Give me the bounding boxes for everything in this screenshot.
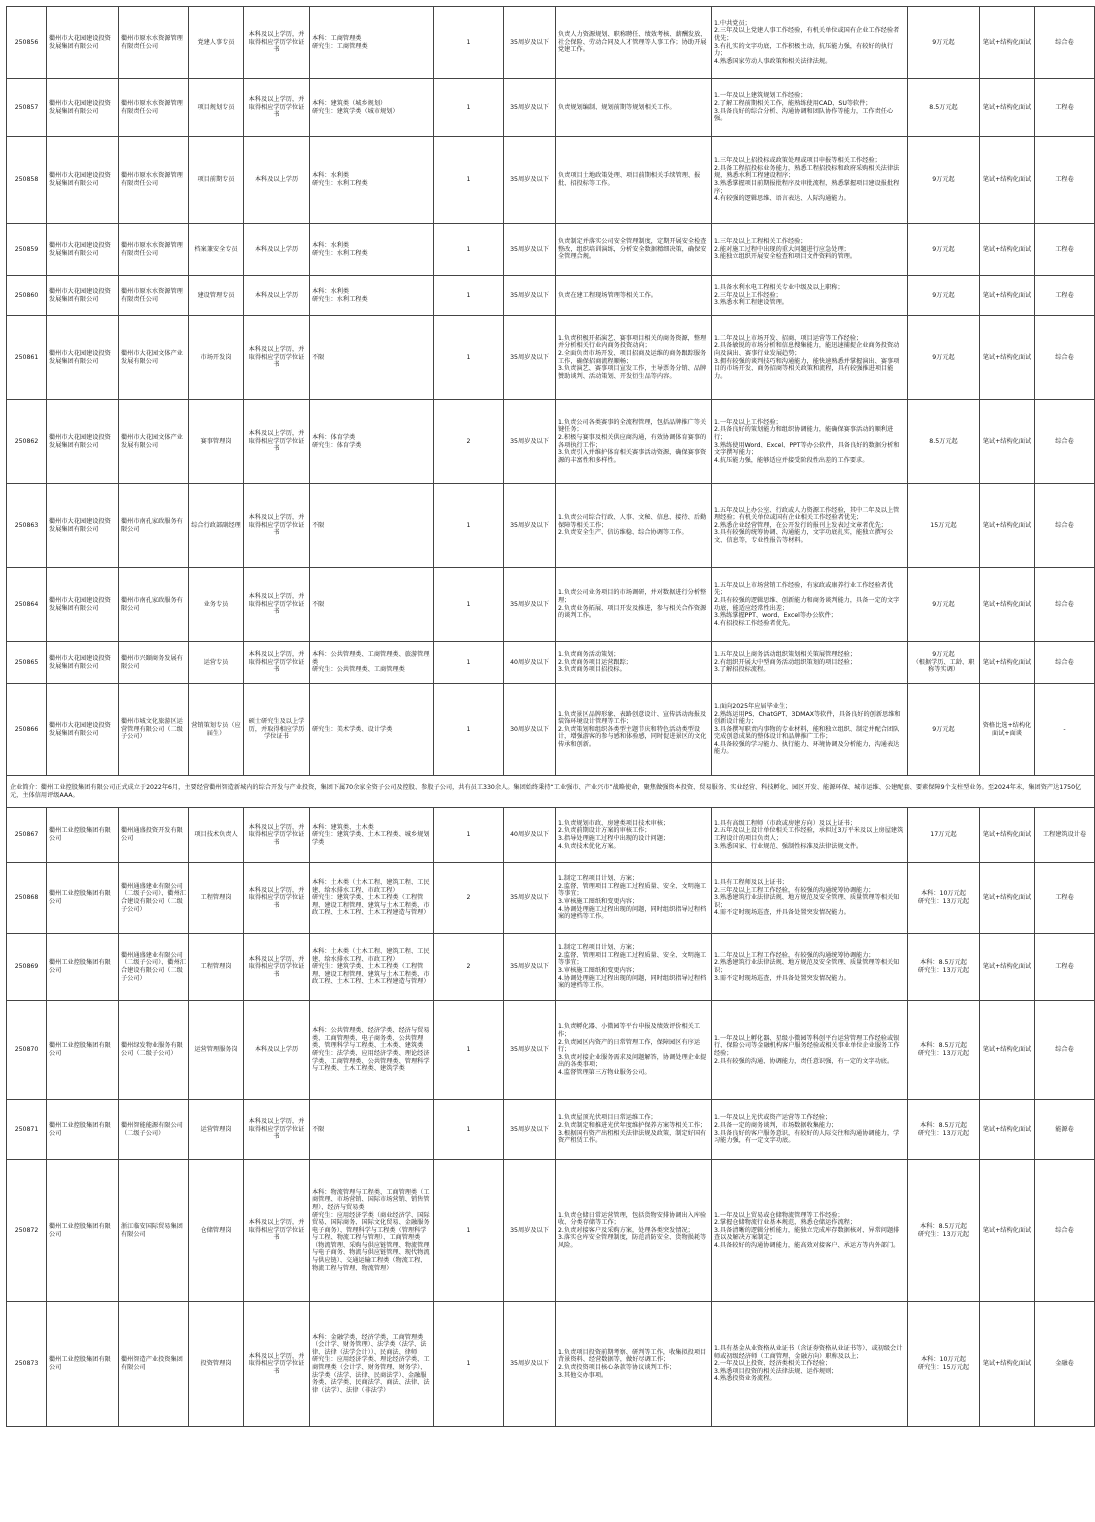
row-major: 本科：水利类 研究生：水利工程类 (310, 276, 434, 316)
row-position: 运营管理服务岗 (189, 1001, 244, 1100)
row-exam: - (1035, 684, 1095, 776)
row-method: 笔试+结构化面试 (980, 224, 1035, 276)
row-group: 衢州工业控股集团有限公司 (47, 1160, 119, 1302)
row-education: 本科及以上学历 (244, 1001, 310, 1100)
row-group: 衢州市大花园建设投资发展集团有限公司 (47, 684, 119, 776)
row-duties: 1.负责仓储日常运营管理，包括货物安排协调出入库验收、分类存储等工作； 2.负责对接客户及采购方案，处理各类突发情况； 3.落实仓库安全管理制度，防范消防安全、货物损耗等风险。 (556, 1160, 712, 1302)
row-unit: 衢州市原水水资源管理有限责任公司 (119, 224, 189, 276)
row-method: 笔试+结构化面试 (980, 1160, 1035, 1302)
row-unit: 衢州智能能源有限公司（二级子公司） (119, 1100, 189, 1160)
row-exam: 综合卷 (1035, 7, 1095, 79)
row-count: 1 (434, 484, 504, 568)
row-education: 硕士研究生及以上学历，并取得相应学历学位证书 (244, 684, 310, 776)
table-body (7, 7, 1095, 1427)
row-group: 衢州工业控股集团有限公司 (47, 1001, 119, 1100)
row-method: 笔试+结构化面试 (980, 316, 1035, 400)
row-duties: 1.负责积极开拓演艺、赛事项目相关的商务资源，整理并分析相关行业内商务投资动向； 2.全面负责市场开发、项目招商及运维的商务跟踪服务工作，确保招商流程顺畅； 3.负责演艺、赛事项目宣发工作，主导票务分销、品牌赞助谈判、活动策划、开发衍生品等内容。 (556, 316, 712, 400)
row-count: 1 (434, 1001, 504, 1100)
row-duties: 负责规划编制、规划前期等规划相关工作。 (556, 79, 712, 137)
row-code: 250870 (7, 1001, 47, 1100)
row-requirements: 1.一年及以上工作经验； 2.具备良好的策划能力和组织协调能力，能确保赛事活动的顺利进行； 3.熟练使用Word、Excel、PPT等办公软件，具备良好的数据分析和文字撰写能力； 4.抗压能力强，能够适应并接受阶段性出差的工作要求。 (712, 400, 908, 484)
row-age: 35周岁及以下 (504, 568, 556, 642)
row-method: 笔试+结构化面试 (980, 863, 1035, 934)
row-salary: 9万元起 (908, 276, 980, 316)
row-code: 250857 (7, 79, 47, 137)
row-count: 2 (434, 400, 504, 484)
table-row (7, 224, 1095, 276)
row-code: 250859 (7, 224, 47, 276)
row-age: 35周岁及以下 (504, 7, 556, 79)
row-major: 不限 (310, 1100, 434, 1160)
row-education: 本科及以上学历，并取得相应学历学位证书 (244, 934, 310, 1001)
row-code: 250864 (7, 568, 47, 642)
row-education: 本科及以上学历，并取得相应学历学位证书 (244, 642, 310, 684)
row-exam: 工程建筑设计卷 (1035, 808, 1095, 863)
table-row (7, 137, 1095, 224)
row-count: 1 (434, 808, 504, 863)
row-method: 笔试+结构化面试 (980, 484, 1035, 568)
table-row (7, 1160, 1095, 1302)
row-salary: 9万元起 (908, 224, 980, 276)
row-code: 250866 (7, 684, 47, 776)
row-salary: 9万元起 (908, 7, 980, 79)
row-salary: 9万元起 （根据学历、工龄、职称等实调） (908, 642, 980, 684)
row-code: 250862 (7, 400, 47, 484)
row-position: 运营专员 (189, 642, 244, 684)
row-method: 资格比选+结构化面试+面谈 (980, 684, 1035, 776)
row-position: 建设管理专员 (189, 276, 244, 316)
row-method: 笔试+结构化面试 (980, 276, 1035, 316)
table-row (7, 863, 1095, 934)
row-duties: 1.负责公司业务项目的市场调研，并对数据进行分析整理； 2.负责业务拓展、项目开发及推进，参与相关合作资源的谈判工作。 (556, 568, 712, 642)
row-position: 仓储管理岗 (189, 1160, 244, 1302)
row-salary: 9万元起 (908, 568, 980, 642)
row-major: 本科：物流管理与工程类、工商管理类（工商管理、市场营销、国际市场营销、销售管理）、经济与贸易类 研究生：应用经济学类（商业经济学、国际贸易、国际商务、国际文化贸易、金融服务电子商务）、管理科学与工程类（管理科学与工程、物流工程与管理）、工商管理类（物流管理、采购与供应链管理、物流管理与电子商务、物流与供应链管理、现代物流与供应链）、交通运输工程类（物流工程、物流工程与管理、物流管理） (310, 1160, 434, 1302)
row-count: 1 (434, 642, 504, 684)
row-method: 笔试+结构化面试 (980, 642, 1035, 684)
row-duties: 1.负责屋顶光伏项目日常运维工作； 2.负责制定和推进光伏年度维护保养方案等相关工作； 3.根据国有资产出租相关法律法规及政策，制定好国有资产租赁工作。 (556, 1100, 712, 1160)
row-salary: 15万元起 (908, 484, 980, 568)
row-code: 250868 (7, 863, 47, 934)
row-major: 研究生：美术学类、设计学类 (310, 684, 434, 776)
row-salary: 本科：10万元起 研究生：15万元起 (908, 1302, 980, 1427)
row-major: 本科：公共管理类、工商管理类、旅游管理类 研究生：公共管理类、工商管理类 (310, 642, 434, 684)
row-major: 本科：建筑类、土木类 研究生：建筑学类、土木工程类、城乡规划学类 (310, 808, 434, 863)
row-unit: 衢州通盛建业有限公司（二级子公司）、衢州汇合建设有限公司（二级子公司） (119, 863, 189, 934)
row-unit: 衢州通盛建业有限公司（二级子公司）、衢州汇合建设有限公司（二级子公司） (119, 934, 189, 1001)
row-duties: 1.负责商务活动策划； 2.负责商务项目运营跟踪； 3.负责商务项目招投标。 (556, 642, 712, 684)
row-group: 衢州市大花园建设投资发展集团有限公司 (47, 79, 119, 137)
table-row (7, 316, 1095, 400)
row-count: 1 (434, 1302, 504, 1427)
row-code: 250863 (7, 484, 47, 568)
row-exam: 工程卷 (1035, 224, 1095, 276)
row-duties: 负责项目土地政策处理、项目前期相关手续管理、报批、招投标等工作。 (556, 137, 712, 224)
row-education: 本科及以上学历 (244, 276, 310, 316)
row-requirements: 1.五年及以上商务活动组织策划相关策展管理经验； 2.有组织开展大中型商务活动组织策划的项目经验； 3.了解招投标流程。 (712, 642, 908, 684)
row-major: 本科：金融学类、经济学类、工商管理类（会计学、财务管理）、法学类（法学、法律、法律（法学会计））、民商法、律师 研究生：应用经济学类、理论经济学类、工商管理类（会计学、财务管理、财务学）、法学类（法学、法律、民商法学）、金融服务类、法学类、民商法学、商法、法律、法律（法学）、法律（非法学） (310, 1302, 434, 1427)
row-unit: 衢州市原水水资源管理有限责任公司 (119, 276, 189, 316)
row-exam: 综合卷 (1035, 1160, 1095, 1302)
table-row (7, 1100, 1095, 1160)
recruitment-table-sheet (6, 6, 1087, 1427)
row-exam: 能源卷 (1035, 1100, 1095, 1160)
row-education: 本科及以上学历，并取得相应学历学位证书 (244, 400, 310, 484)
row-method: 笔试+结构化面试 (980, 400, 1035, 484)
row-unit: 衢州市原水水资源管理有限责任公司 (119, 137, 189, 224)
row-position: 工程管理岗 (189, 934, 244, 1001)
row-position: 运营管理岗 (189, 1100, 244, 1160)
row-education: 本科及以上学历，并取得相应学历学位证书 (244, 808, 310, 863)
row-age: 35周岁及以下 (504, 1302, 556, 1427)
table-row (7, 484, 1095, 568)
row-education: 本科及以上学历，并取得相应学历学位证书 (244, 316, 310, 400)
row-group: 衢州市大花园建设投资发展集团有限公司 (47, 568, 119, 642)
row-education: 本科及以上学历，并取得相应学历学位证书 (244, 484, 310, 568)
row-exam: 综合卷 (1035, 1001, 1095, 1100)
row-major: 不限 (310, 568, 434, 642)
row-education: 本科及以上学历，并取得相应学历学位证书 (244, 1302, 310, 1427)
row-major: 本科：体育学类 研究生：体育学类 (310, 400, 434, 484)
row-salary: 本科：8.5万元起 研究生：13万元起 (908, 934, 980, 1001)
row-code: 250858 (7, 137, 47, 224)
row-major: 本科：土木类（土木工程、建筑工程、工民建、给水排水工程、市政工程） 研究生：建筑学类、土木工程类（工程管理、建设工程管理、建筑与土木工程类、市政工程、土木工程、土木工程建造与管理） (310, 863, 434, 934)
row-requirements: 1.中共党员； 2.三年及以上党建人事工作经验，有机关单位或国有企业工作经验者优先； 3.有扎实的文字功底，工作积极主动，抗压能力强，有较好的执行力； 4.熟悉国家劳动人事政策和相关法律法规。 (712, 7, 908, 79)
row-age: 35周岁及以下 (504, 1100, 556, 1160)
row-requirements: 1.二年及以上市场开发、招商、项目运营等工作经验； 2.具备敏锐的市场分析和信息搜集能力，能迅速捕捉企业商务投资动向及演出、赛事行业发展趋势； 3.拥有较强的谈判技巧和沟通能力，能快速熟悉并掌握演出、赛事项目的市场开发、商务招商等相关政策和流程，具有较强推进项目能力。 (712, 316, 908, 400)
row-count: 1 (434, 684, 504, 776)
row-major: 本科：公共管理类、经济学类、经济与贸易类、工商管理类、电子商务类、公共管理类、管理科学与工程类、土木类、建筑类 研究生：法学类、应用经济学类、理论经济学类、工商管理类、公共管理类、管理科学与工程类、土木工程类、建筑学类 (310, 1001, 434, 1100)
company-intro: 企业简介：衢州工业控股集团有限公司正式成立于2022年6月，主要经营衢州智造新城内的综合开发与产业投资，集团下属70余家全资子公司及控股、参股子公司，共有员工330余人。集团始终秉持“工业强市、产业兴市”战略使命，聚焦做强资本投资、贸易服务、实业经营、科技孵化、园区开发、能源环保、城市运维、公建配套、要素保障9个支柱型业务。至2024年末，集团资产达1750亿元，主体信用评级AAA。 (7, 776, 1095, 808)
row-age: 35周岁及以下 (504, 224, 556, 276)
row-unit: 衢州智造产业投资集团有限公司 (119, 1302, 189, 1427)
table-row (7, 1302, 1095, 1427)
row-group: 衢州市大花园建设投资发展集团有限公司 (47, 400, 119, 484)
row-group: 衢州工业控股集团有限公司 (47, 863, 119, 934)
row-group: 衢州市大花园建设投资发展集团有限公司 (47, 642, 119, 684)
row-age: 35周岁及以下 (504, 400, 556, 484)
row-unit: 衢州市大花园文体产业发展有限公司 (119, 400, 189, 484)
row-group: 衢州工业控股集团有限公司 (47, 934, 119, 1001)
row-salary: 本科：10万元起 研究生：13万元起 (908, 863, 980, 934)
row-method: 笔试+结构化面试 (980, 808, 1035, 863)
table-row (7, 568, 1095, 642)
row-requirements: 1.五年及以上市场营销工作经验，有家政或康养行业工作经验者优先； 2.具有较强的逻辑思维、创新能力和商务谈判能力，具备一定的文字功底，能适应经常性出差； 3.熟练掌握PPT、word、Excel等办公软件； 4.有招投标工作经验者优先。 (712, 568, 908, 642)
row-group: 衢州工业控股集团有限公司 (47, 1100, 119, 1160)
row-exam: 综合卷 (1035, 484, 1095, 568)
row-group: 衢州工业控股集团有限公司 (47, 1302, 119, 1427)
row-education: 本科及以上学历，并取得相应学历学位证书 (244, 863, 310, 934)
row-count: 1 (434, 1100, 504, 1160)
row-major: 本科：工商管理类 研究生：工商管理类 (310, 7, 434, 79)
row-position: 项目前期专员 (189, 137, 244, 224)
row-exam: 工程卷 (1035, 137, 1095, 224)
row-major: 不限 (310, 316, 434, 400)
row-position: 业务专员 (189, 568, 244, 642)
row-requirements: 1.一年及以上光伏或资产运营等工作经验； 2.具备一定的商务谈判，市场数据收集能力； 3.具备良好的客户服务意识，有较好的人际交往和沟通协调能力，学习能力强，有一定文字功底。 (712, 1100, 908, 1160)
row-requirements: 1.三年及以上招投标或政策处理或项目申报等相关工作经验； 2.具备工程招投标业务能力，熟悉工程招投标和政府采购相关法律法规，熟悉水利工程建设程序； 3.熟悉掌握项目前期报批程序及审批流程，熟悉掌握项目建设报批程序； 4.有较强的逻辑思维、语言表达、人际沟通能力。 (712, 137, 908, 224)
row-salary: 17万元起 (908, 808, 980, 863)
row-salary: 9万元起 (908, 684, 980, 776)
row-requirements: 1.五年及以上办公室、行政或人力资源工作经验，其中二年及以上管理经验；有机关单位或国有企业相关工作经验者优先； 2.熟悉企业经营管理，在公开发行的报刊上发表过文章者优先； 3.具有较强的统筹协调、沟通能力，文字功底扎实，能独立撰写公文、信息等，专业性报告等材料。 (712, 484, 908, 568)
row-duties: 负责在建工程现场管理等相关工作。 (556, 276, 712, 316)
row-requirements: 1.具有高级工程师（市政或房建方向）及以上证书； 2.五年及以上设计单位相关工作经验，承担过3万平米及以上房屋建筑工程设计的项目负责人； 3.熟悉国家、行业规范、强制性标准及法律法规文件。 (712, 808, 908, 863)
row-count: 1 (434, 79, 504, 137)
row-unit: 衢州市南孔家政服务有限公司 (119, 568, 189, 642)
row-exam: 工程卷 (1035, 934, 1095, 1001)
row-method: 笔试+结构化面试 (980, 1100, 1035, 1160)
row-duties: 负责人力资源规划、职称聘任、绩效考核、薪酬发放、社会保险、劳动合同及人才管理等人事工作；协助开展党建工作。 (556, 7, 712, 79)
table-row (7, 642, 1095, 684)
row-position: 市场开发岗 (189, 316, 244, 400)
row-salary: 本科：8.5万元起 研究生：13万元起 (908, 1160, 980, 1302)
row-group: 衢州市大花园建设投资发展集团有限公司 (47, 316, 119, 400)
row-salary: 本科：8.5万元起 研究生：13万元起 (908, 1100, 980, 1160)
recruitment-table (6, 6, 1095, 1427)
row-exam: 工程卷 (1035, 276, 1095, 316)
row-position: 档案兼安全专员 (189, 224, 244, 276)
row-unit: 浙江临安国际贸易集团有限公司 (119, 1160, 189, 1302)
row-age: 35周岁及以下 (504, 79, 556, 137)
row-group: 衢州工业控股集团有限公司 (47, 808, 119, 863)
row-age: 40周岁及以下 (504, 642, 556, 684)
row-major: 不限 (310, 484, 434, 568)
row-count: 1 (434, 224, 504, 276)
row-education: 本科及以上学历，并取得相应学历学位证书 (244, 7, 310, 79)
row-code: 250860 (7, 276, 47, 316)
row-position: 投资管理岗 (189, 1302, 244, 1427)
table-row (7, 684, 1095, 776)
row-duties: 1.负责项目投资前期考察、研判等工作，收集拟投项目背景资料、经营数据等，做好尽调工作； 2.负责投资项目核心条款等协议谈判工作； 3.其他交办事项。 (556, 1302, 712, 1427)
row-method: 笔试+结构化面试 (980, 934, 1035, 1001)
row-exam: 金融卷 (1035, 1302, 1095, 1427)
row-exam: 综合卷 (1035, 642, 1095, 684)
row-duties: 负责制定并落实公司安全管理制度，定期开展安全检查整改，组织培训演练，分析安全数据精细决策，确保安全管理合规。 (556, 224, 712, 276)
row-exam: 综合卷 (1035, 316, 1095, 400)
row-method: 笔试+结构化面试 (980, 1302, 1035, 1427)
row-requirements: 1.具有工程师及以上证书； 2.三年及以上工程工作经验，有较强的沟通统筹协调能力； 3.熟悉建筑行业法律法规、地方规范及安全管理、质量管理等相关知识； 4.需不定时现场巡查，并具备处置突发情况能力。 (712, 863, 908, 934)
company-intro-row (7, 776, 1095, 808)
row-position: 项目规划专员 (189, 79, 244, 137)
table-row (7, 808, 1095, 863)
row-method: 笔试+结构化面试 (980, 1001, 1035, 1100)
row-education: 本科及以上学历，并取得相应学历学位证书 (244, 568, 310, 642)
row-group: 衢州市大花园建设投资发展集团有限公司 (47, 137, 119, 224)
row-duties: 1.负责公司各类赛事的全流程管理，包括品牌推广等关键任务； 2.积极与赛事及相关供应商沟通，有效协调体育赛事的各项执行工作； 3.负责引入并维护体育相关赛事活动资源，确保赛事资源的丰富性和多样性。 (556, 400, 712, 484)
row-unit: 衢州通盛投资开发有限公司 (119, 808, 189, 863)
row-count: 1 (434, 276, 504, 316)
row-position: 工程管理岗 (189, 863, 244, 934)
row-age: 35周岁及以下 (504, 276, 556, 316)
row-duties: 1.制定工程项目计划、方案； 2.监督、管理项目工程施工过程质量、安全、文明施工等事宜； 3.审核施工图纸和变更内容； 4.协调处理施工过程出现的问题，同时组织指导过程档案的建档等工作。 (556, 934, 712, 1001)
row-age: 30周岁及以下 (504, 684, 556, 776)
row-duties: 1.制定工程项目计划、方案； 2.监督、管理项目工程施工过程质量、安全、文明施工等事宜； 3.审核施工图纸和变更内容； 4.协调处理施工过程出现的问题，同时组织指导过程档案的建档等工作。 (556, 863, 712, 934)
row-count: 1 (434, 7, 504, 79)
row-code: 250873 (7, 1302, 47, 1427)
row-salary: 本科：8.5万元起 研究生：13万元起 (908, 1001, 980, 1100)
row-position: 项目技术负责人 (189, 808, 244, 863)
row-education: 本科及以上学历，并取得相应学历学位证书 (244, 79, 310, 137)
row-count: 1 (434, 316, 504, 400)
row-age: 35周岁及以下 (504, 1001, 556, 1100)
row-group: 衢州市大花园建设投资发展集团有限公司 (47, 224, 119, 276)
row-count: 2 (434, 863, 504, 934)
row-position: 综合行政部副经理 (189, 484, 244, 568)
table-row (7, 7, 1095, 79)
row-position: 赛事管理岗 (189, 400, 244, 484)
row-unit: 衢州市南孔家政服务有限公司 (119, 484, 189, 568)
row-unit: 衢州市城文化旅游区运营管理有限公司（二级子公司） (119, 684, 189, 776)
row-group: 衢州市大花园建设投资发展集团有限公司 (47, 7, 119, 79)
row-count: 1 (434, 137, 504, 224)
row-age: 35周岁及以下 (504, 316, 556, 400)
row-method: 笔试+结构化面试 (980, 7, 1035, 79)
row-requirements: 1.具备水利水电工程相关专业中级及以上职称； 2.三年及以上工作经验； 3.熟悉水利工程建设管理。 (712, 276, 908, 316)
row-salary: 9万元起 (908, 137, 980, 224)
table-row (7, 400, 1095, 484)
row-position: 营销策划专员（应届生） (189, 684, 244, 776)
row-duties: 1.负责孵化器、小微园等平台申报及绩效评价相关工作； 2.负责园区内资产的日常管理工作，保障园区有序运行； 3.负责对接企业服务需求及问题解答，协调处理企业提出的各类事项； 4.监督管理第三方物业服务公司。 (556, 1001, 712, 1100)
row-education: 本科及以上学历 (244, 137, 310, 224)
row-code: 250856 (7, 7, 47, 79)
row-requirements: 1.具有基金从业资格从业证书（含证券资格从业证书等）、或初级会计师或初级经济师（工商管理、金融方向）职称及以上； 2.一年及以上投资、经济类相关工作经验； 3.熟悉项目投资的相关法律法规、运作规则； 4.熟悉投资业务流程。 (712, 1302, 908, 1427)
row-unit: 衢州市原水水资源管理有限责任公司 (119, 79, 189, 137)
row-duties: 1.负责公司综合行政、人事、文秘、信息、接待、后勤保障等相关工作； 2.负责安全生产、信访维稳、综合协调等工作。 (556, 484, 712, 568)
row-major: 本科：建筑类（城乡规划） 研究生：建筑学类（城市规划） (310, 79, 434, 137)
row-education: 本科及以上学历，并取得相应学历学位证书 (244, 1160, 310, 1302)
row-age: 35周岁及以下 (504, 1160, 556, 1302)
row-requirements: 1.面向2025年应届毕业生； 2.熟练运用PS、ChatGPT、3DMAX等软件，具备良好的创新思维和创新设计能力； 3.具备撰写职责内事物的专业材料，能和独立组织、制定并配合团队完成创意成果的整体设计和品牌推广工作； 4.具备较强的学习能力、执行能力、环境协调及分析能力，沟通表达能力。 (712, 684, 908, 776)
table-row (7, 79, 1095, 137)
table-row (7, 934, 1095, 1001)
row-education: 本科及以上学历，并取得相应学历学位证书 (244, 1100, 310, 1160)
row-method: 笔试+结构化面试 (980, 137, 1035, 224)
row-salary: 8.5万元起 (908, 79, 980, 137)
row-salary: 9万元起 (908, 316, 980, 400)
row-method: 笔试+结构化面试 (980, 79, 1035, 137)
row-exam: 工程卷 (1035, 863, 1095, 934)
row-group: 衢州市大花园建设投资发展集团有限公司 (47, 484, 119, 568)
table-row (7, 276, 1095, 316)
row-code: 250865 (7, 642, 47, 684)
row-unit: 衢州市原水水资源管理有限责任公司 (119, 7, 189, 79)
row-count: 1 (434, 568, 504, 642)
row-method: 笔试+结构化面试 (980, 568, 1035, 642)
row-code: 250861 (7, 316, 47, 400)
row-requirements: 1.一年及以上建筑规划工作经验； 2.了解工程前期相关工作，能熟练使用CAD、SU等软件； 3.具备良好的综合分析、沟通协调和团队协作等能力，工作责任心强。 (712, 79, 908, 137)
row-duties: 1.负责景区品牌形象、表路创意设计、宣传活动海报及装饰环境设计管理等工作； 2.负责策划和组织各类型主题节庆和特色活动类型设计，增强游客的参与感和体验感，同时促进景区的文化传承和创新。 (556, 684, 712, 776)
row-major: 本科：水利类 研究生：水利工程类 (310, 137, 434, 224)
row-unit: 衢州市大花园文体产业发展有限公司 (119, 316, 189, 400)
row-age: 35周岁及以下 (504, 934, 556, 1001)
row-unit: 衢州绿发物业服务有限公司（二级子公司） (119, 1001, 189, 1100)
row-salary: 8.5万元起 (908, 400, 980, 484)
row-age: 35周岁及以下 (504, 137, 556, 224)
row-code: 250872 (7, 1160, 47, 1302)
row-exam: 综合卷 (1035, 568, 1095, 642)
table-row (7, 1001, 1095, 1100)
row-education: 本科及以上学历 (244, 224, 310, 276)
row-code: 250869 (7, 934, 47, 1001)
row-age: 40周岁及以下 (504, 808, 556, 863)
row-group: 衢州市大花园建设投资发展集团有限公司 (47, 276, 119, 316)
row-count: 1 (434, 1160, 504, 1302)
row-duties: 1.负责规划市政、房建类项目技术审核； 2.负责前期设计方案的审核工作； 3.指导处理施工过程中出现的设计问题； 4.负责技术优化方案。 (556, 808, 712, 863)
row-major: 本科：水利类 研究生：水利工程类 (310, 224, 434, 276)
row-major: 本科：土木类（土木工程、建筑工程、工民建、给水排水工程、市政工程） 研究生：建筑学类、土木工程类（工程管理、建设工程管理、建筑与土木工程类、市政工程、土木工程、土木工程建造与管理） (310, 934, 434, 1001)
row-code: 250871 (7, 1100, 47, 1160)
row-requirements: 1.一年及以上贸易或仓储物流管理等工作经验； 2.掌握仓储物流行业基本规范，熟悉仓储运作流程； 3.具备清晰的逻辑分析能力，能独立完成库存数据核对、异常问题排查以及解决方案制定； 4.具备较好的沟通协调能力，能高效对接客户、承运方等内外部门。 (712, 1160, 908, 1302)
row-age: 35周岁及以下 (504, 863, 556, 934)
row-code: 250867 (7, 808, 47, 863)
row-count: 2 (434, 934, 504, 1001)
row-position: 党建人事专员 (189, 7, 244, 79)
row-unit: 衢州市兴颐商务发展有限公司 (119, 642, 189, 684)
row-requirements: 1.一年及以上孵化器、星级小微园等科创平台运营管理工作经验或银行、保险公司等金融机构客户服务经验或相关事业单位企业服务工作经验； 2.具有较强的沟通、协调能力，责任意识强，有一定的文字功底。 (712, 1001, 908, 1100)
row-requirements: 1.三年及以上工程相关工作经验； 2.能对施工过程中出现的重大问题进行应急处理； 3.能独立组织开展安全检查和项目文件资料的管理。 (712, 224, 908, 276)
row-exam: 工程卷 (1035, 79, 1095, 137)
row-age: 35周岁及以下 (504, 484, 556, 568)
row-requirements: 1.二年及以上工程工作经验，有较强的沟通统筹协调能力； 2.熟悉建筑行业法律法规、地方规范及安全管理、质量管理等相关知识； 3.需不定时现场巡查，并具备处置突发情况能力。 (712, 934, 908, 1001)
row-exam: 综合卷 (1035, 400, 1095, 484)
